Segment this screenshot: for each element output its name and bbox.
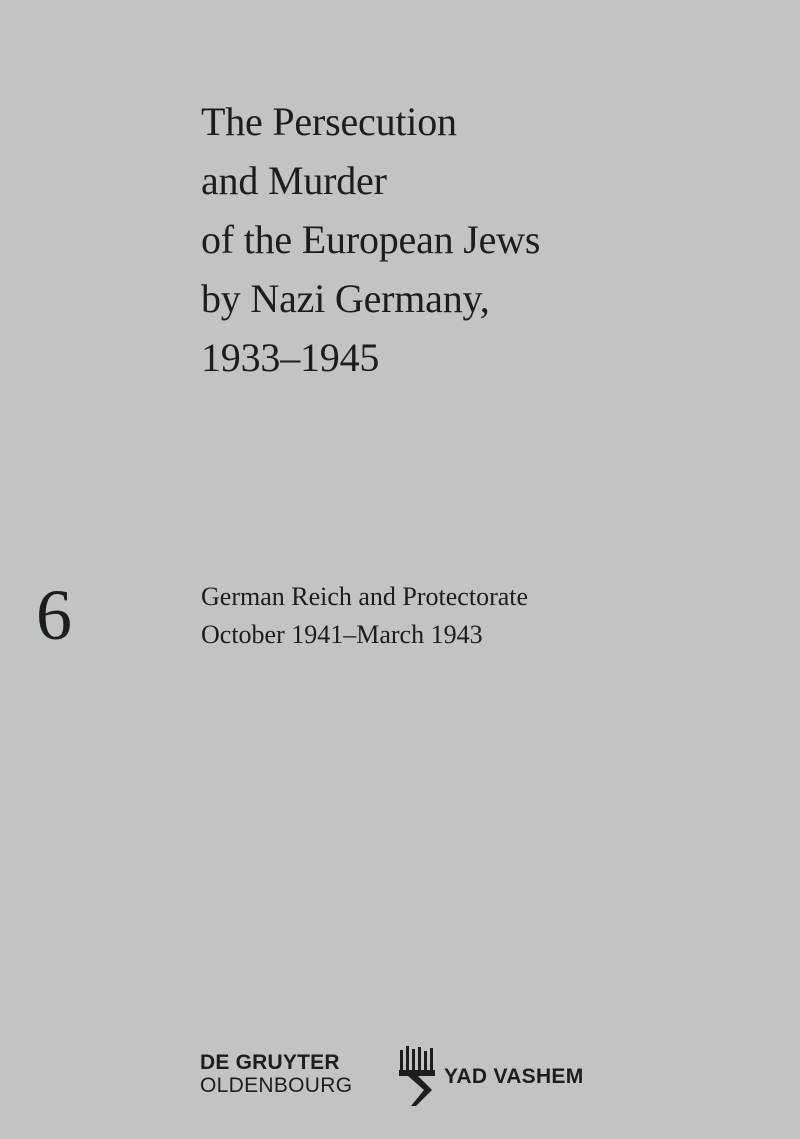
title-line-5: 1933–1945 [201,335,380,380]
subtitle-line-2: October 1941–March 1943 [201,620,483,649]
title-line-2: and Murder [201,158,387,203]
subtitle-line-1: German Reich and Protectorate [201,582,529,611]
partner-name: YAD VASHEM [444,1065,584,1088]
publisher-logo [200,1052,352,1098]
title-line-3: of the European Jews [201,217,541,262]
title-line-4: by Nazi Germany, [201,276,490,321]
publisher-name-line1: DE GRUYTER [200,1051,340,1074]
publisher-name-line2: OLDENBOURG [200,1074,353,1097]
partner-logo [398,1046,638,1108]
book-title [201,92,761,387]
volume-number: 6 [36,575,72,655]
yad-vashem-flame-icon [398,1046,444,1106]
title-line-1: The Persecution [201,99,457,144]
volume-subtitle [201,578,761,654]
